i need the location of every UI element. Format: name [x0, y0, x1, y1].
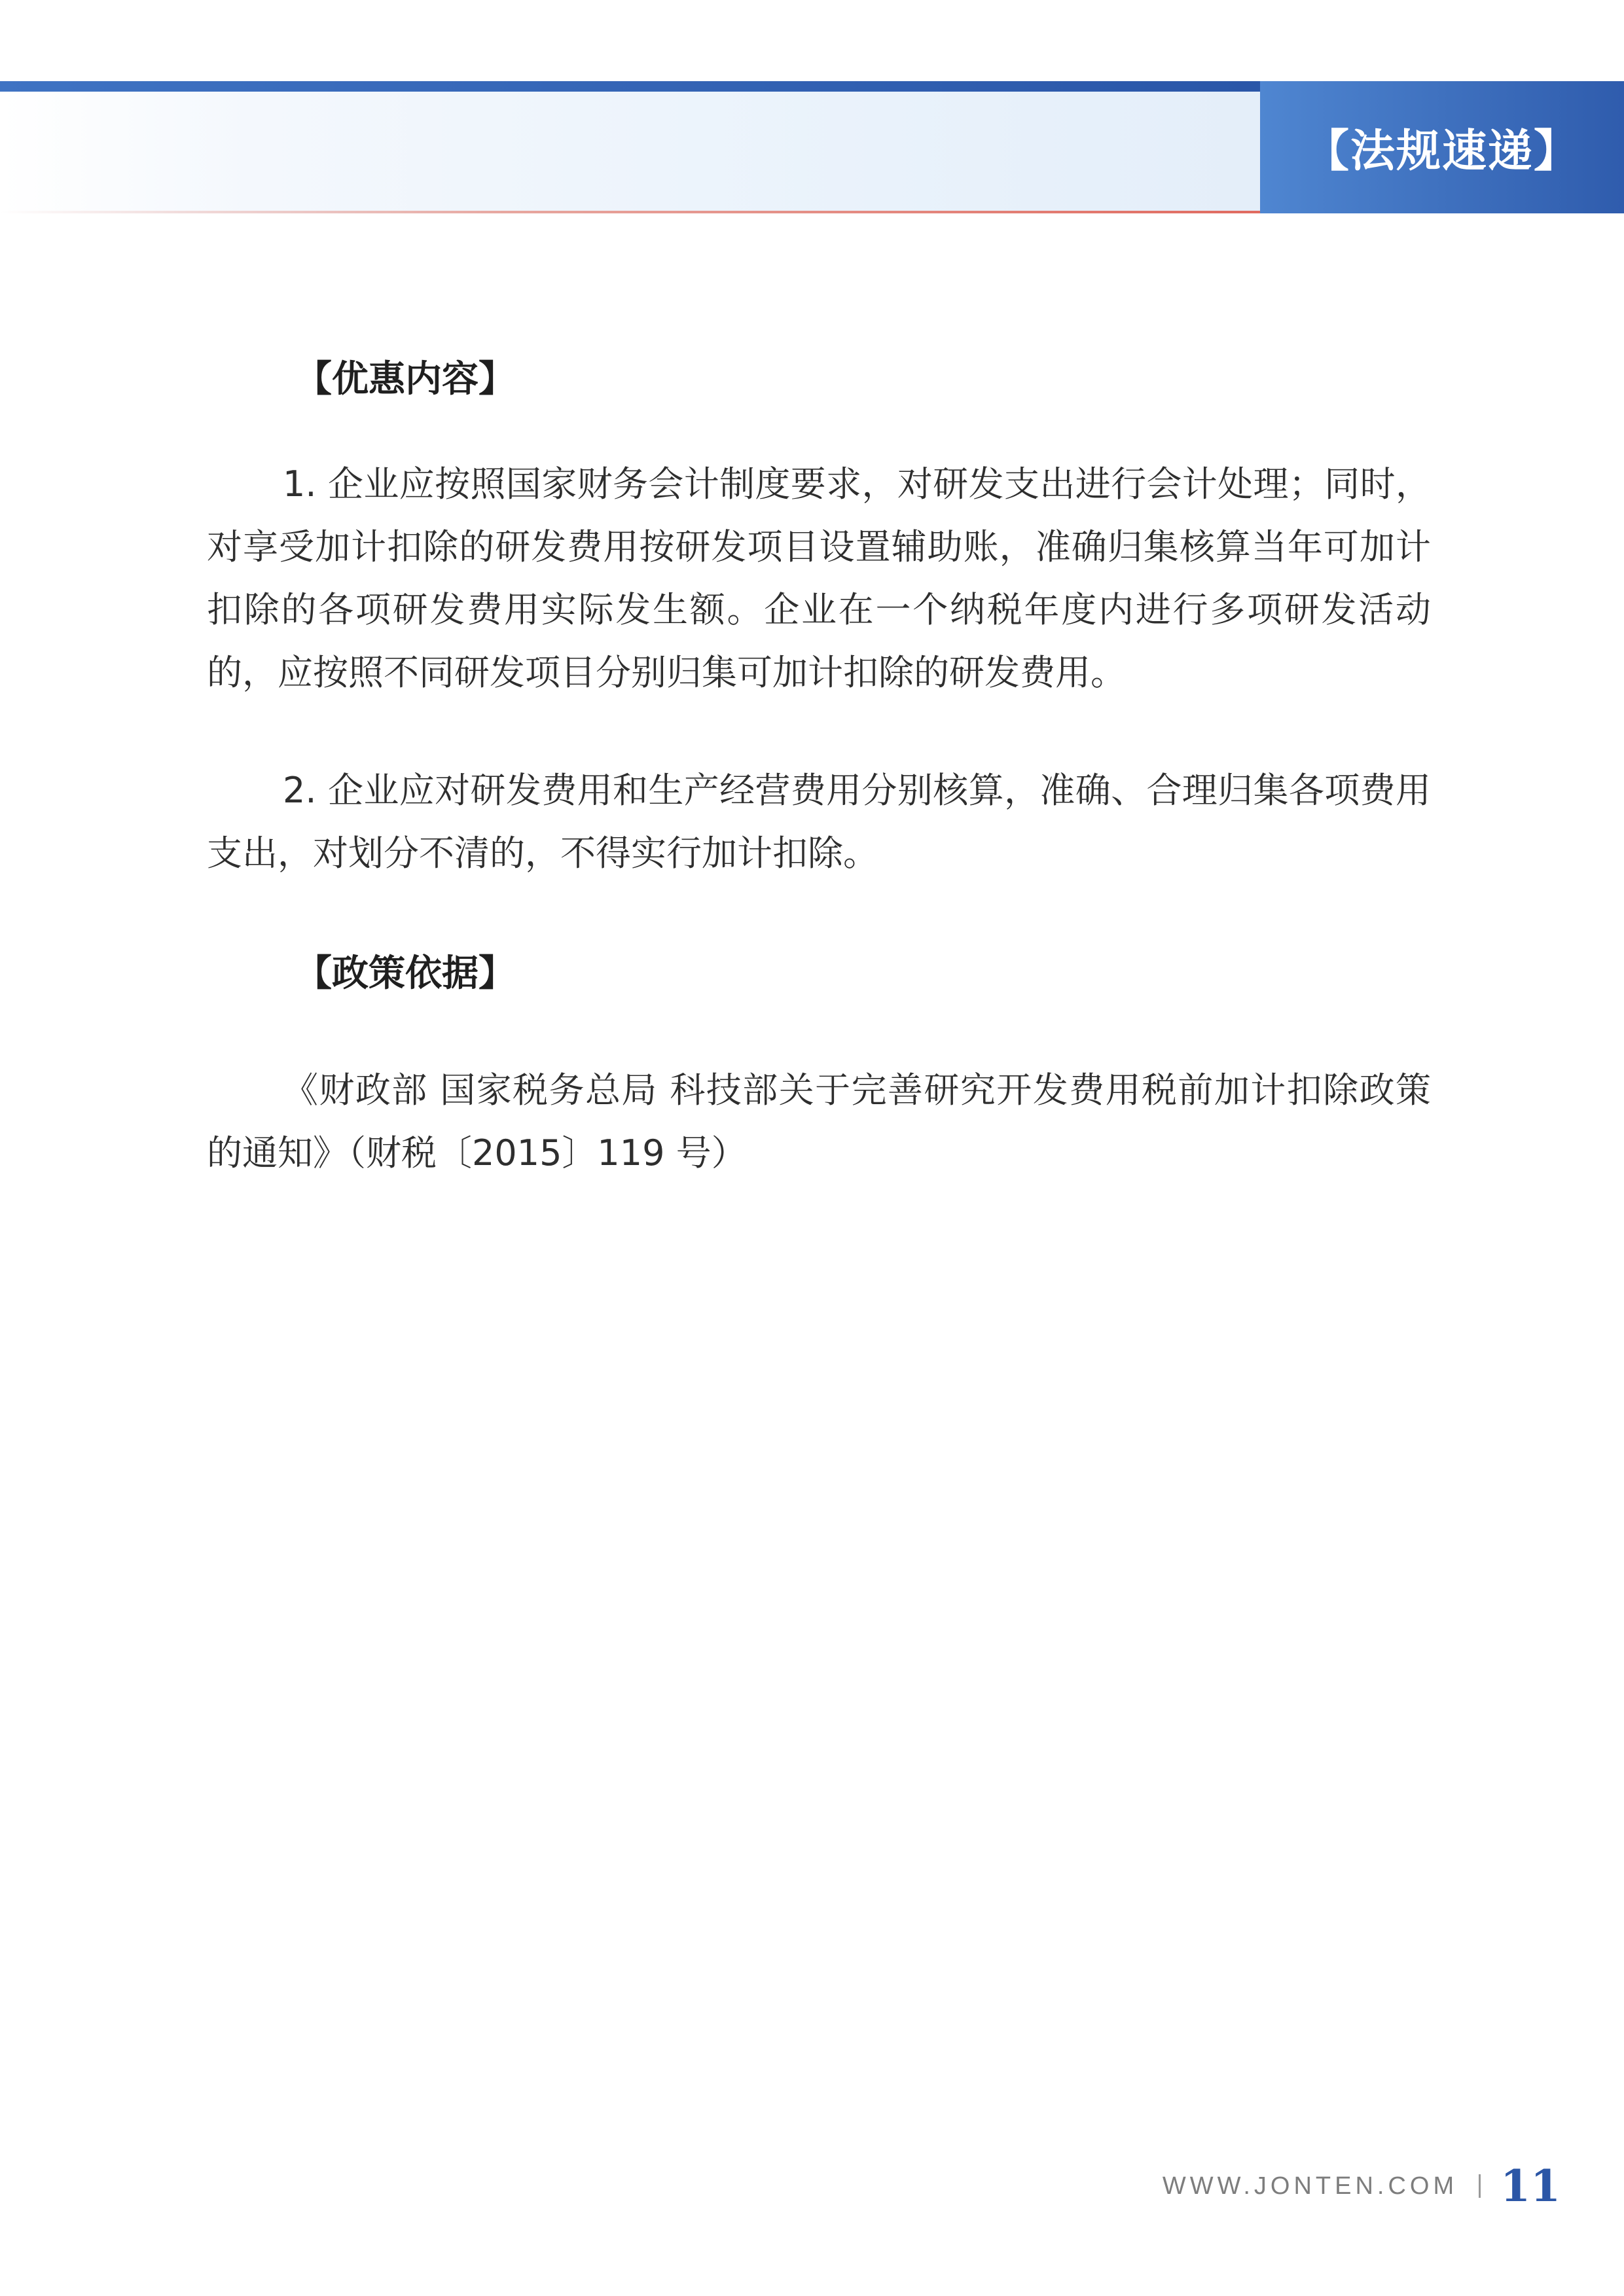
main-content: [207, 353, 1431, 1185]
header-band: [0, 92, 1260, 213]
section-tag-label: 【法规速递】: [1304, 124, 1579, 177]
paragraph-2: 2. 企业应对研发费用和生产经营费用分别核算，准确、合理归集各项费用支出，对划分不清的，不得实行加计扣除。: [207, 770, 1431, 874]
header-underline: [0, 211, 1260, 213]
section-tag: [1260, 81, 1624, 213]
paragraph-3: 《财政部 国家税务总局 科技部关于完善研究开发费用税前加计扣除政策的通知》（财税〔2015〕119 号）: [207, 1069, 1431, 1174]
page-number: 11: [1500, 2161, 1561, 2212]
footer-divider: [1479, 2174, 1481, 2198]
heading-benefit: 【优惠内容】: [295, 358, 515, 401]
footer-url[interactable]: WWW.JONTEN.COM: [1162, 2172, 1458, 2200]
header-top-line: [0, 81, 1260, 92]
footer: [1163, 2160, 1561, 2212]
paragraph-1: 1. 企业应按照国家财务会计制度要求，对研发支出进行会计处理；同时，对享受加计扣除的研发费用按研发项目设置辅助账，准确归集核算当年可加计扣除的各项研发费用实际发生额。企业在一个纳税年度内进行多项研发活动的，应按照不同研发项目分别归集可加计扣除的研发费用。: [207, 463, 1431, 693]
heading-basis: 【政策依据】: [295, 952, 515, 995]
